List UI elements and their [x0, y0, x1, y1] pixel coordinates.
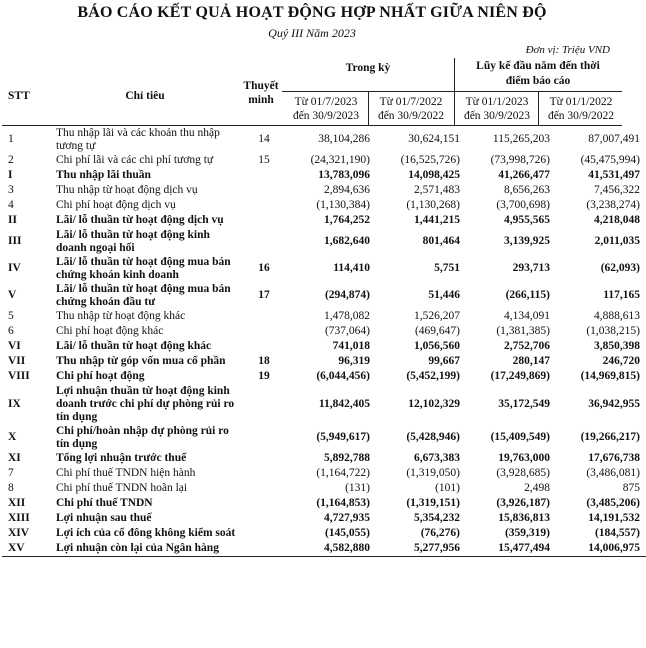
row-value-col2: 1,056,560: [414, 340, 460, 352]
row-value-col1: 38,104,286: [318, 133, 370, 145]
row-value-col2: (469,647): [414, 325, 460, 337]
row-value-col2: 801,464: [422, 235, 460, 247]
table-row: [2, 424, 646, 451]
row-value-col1: (1,164,853): [316, 497, 370, 509]
row-value-col1: (145,055): [324, 527, 370, 539]
header-note-line2: minh: [248, 94, 274, 106]
row-label: Tổng lợi nhuận trước thuế: [56, 452, 187, 464]
table-row: [2, 526, 646, 541]
income-statement-table: [2, 126, 646, 557]
row-value-col2: 5,277,956: [376, 541, 466, 556]
row-value-col3: 280,147: [512, 355, 550, 367]
row-stt: XIV: [8, 527, 30, 539]
table-row: [2, 309, 646, 324]
row-value-col3: 2,752,706: [504, 340, 550, 352]
row-value-col2: 51,446: [428, 289, 460, 301]
row-note: [242, 228, 286, 255]
row-note: [242, 198, 286, 213]
row-value-col3: 4,134,091: [504, 310, 550, 322]
row-label: Chi phí hoạt động khác: [56, 325, 164, 337]
row-value-col3: 41,266,477: [498, 169, 550, 181]
row-note: 19: [258, 370, 270, 382]
row-note: [242, 451, 286, 466]
row-note: 18: [258, 355, 270, 367]
table-row: [2, 511, 646, 526]
row-note: [242, 481, 286, 496]
row-stt: VI: [8, 340, 21, 352]
row-label: Lãi/ lỗ thuần từ hoạt động mua bán chứng khoán đầu tư: [56, 282, 231, 308]
row-label: Thu nhập từ góp vốn mua cổ phần: [56, 355, 226, 367]
row-note: [242, 309, 286, 324]
row-value-col3: 15,836,813: [498, 512, 550, 524]
row-value-col4: 7,456,322: [594, 184, 640, 196]
row-stt: VII: [8, 355, 26, 367]
header-note-line1: Thuyết: [243, 80, 279, 92]
header-stt: STT: [8, 90, 30, 102]
row-value-col2: 99,667: [428, 355, 460, 367]
row-label: Thu nhập lãi thuần: [56, 169, 151, 181]
report-subtitle: Quý III Năm 2023: [268, 26, 356, 40]
row-value-col2: 5,751: [434, 262, 460, 274]
row-value-col2: (5,428,946): [406, 431, 460, 443]
table-row: [2, 324, 646, 339]
row-value-col4: (3,485,206): [586, 497, 640, 509]
row-value-col3: 4,955,565: [504, 214, 550, 226]
row-stt: 5: [8, 310, 14, 322]
row-note: 17: [258, 289, 270, 301]
row-value-col1: 1,478,082: [324, 310, 370, 322]
header-col2-line2: đến 30/9/2022: [377, 110, 445, 122]
row-value-col1: 96,319: [338, 355, 370, 367]
row-value-col1: (737,064): [324, 325, 370, 337]
row-value-col2: (1,319,050): [406, 467, 460, 479]
table-row: [2, 213, 646, 228]
row-value-col4: (14,969,815): [580, 370, 640, 382]
row-label: Lãi/ lỗ thuần từ hoạt động khác: [56, 340, 212, 352]
row-value-col3: (266,115): [505, 289, 550, 301]
row-value-col4: (3,238,274): [586, 199, 640, 211]
table-row: [2, 369, 646, 384]
header-group-ytd-line1: Lũy kế đầu năm đến thời: [476, 60, 600, 72]
row-value-col3: (359,319): [504, 527, 550, 539]
row-note: [242, 168, 286, 183]
row-stt: 2: [8, 154, 14, 166]
table-row: [2, 198, 646, 213]
row-value-col2: 30,624,151: [408, 133, 460, 145]
header-col4-line2: đến 30/9/2022: [547, 110, 615, 122]
header-col1-line2: đến 30/9/2023: [292, 110, 360, 122]
row-label: Lãi/ lỗ thuần từ hoạt động dịch vụ: [56, 214, 224, 226]
row-stt: V: [8, 289, 17, 301]
report-title: BÁO CÁO KẾT QUẢ HOẠT ĐỘNG HỢP NHẤT GIỮA NIÊN ĐỘ: [77, 4, 547, 21]
table-row: [2, 384, 646, 424]
table-row: [2, 466, 646, 481]
row-label: Lãi/ lỗ thuần từ hoạt động kinh doanh ngoại hối: [56, 228, 210, 254]
row-label: Thu nhập từ hoạt động dịch vụ: [56, 184, 198, 196]
table-row: [2, 183, 646, 198]
unit-note: Đơn vị: Triệu VND: [525, 44, 610, 56]
row-value-col4: 2,011,035: [594, 235, 640, 247]
table-row: [2, 339, 646, 354]
row-note: [242, 213, 286, 228]
row-stt: XII: [8, 497, 26, 509]
row-stt: X: [8, 431, 17, 443]
row-stt: IX: [8, 397, 21, 410]
row-value-col1: (24,321,190): [310, 154, 370, 166]
row-value-col4: 36,942,955: [588, 397, 640, 410]
row-value-col1: 1,764,252: [324, 214, 370, 226]
row-value-col4: (62,093): [600, 262, 640, 274]
row-value-col2: (76,276): [420, 527, 460, 539]
row-note: [242, 384, 286, 424]
row-stt: 3: [8, 184, 14, 196]
row-value-col3: 35,172,549: [498, 397, 550, 410]
row-label: Lợi nhuận sau thuế: [56, 512, 152, 524]
table-row: [2, 481, 646, 496]
row-note: [242, 183, 286, 198]
header-col4-line1: Từ 01/1/2022: [549, 96, 613, 108]
row-label: Chi phí hoạt động dịch vụ: [56, 199, 176, 211]
row-note: 15: [258, 154, 270, 166]
row-note: [242, 511, 286, 526]
row-value-col4: 41,531,497: [588, 169, 640, 181]
row-value-col1: 13,783,096: [318, 169, 370, 181]
header-group-ytd-line2: điểm báo cáo: [505, 75, 571, 87]
row-value-col2: 2,571,483: [414, 184, 460, 196]
row-value-col4: 14,006,975: [556, 541, 646, 556]
row-value-col1: (294,874): [324, 289, 370, 301]
row-value-col3: (73,998,726): [490, 154, 550, 166]
row-value-col4: (45,475,994): [580, 154, 640, 166]
row-stt: 1: [8, 133, 14, 145]
row-stt: XIII: [8, 512, 30, 524]
row-value-col2: (5,452,199): [406, 370, 460, 382]
header-group-rule: [282, 91, 622, 92]
row-note: [242, 466, 286, 481]
row-label: Thu nhập lãi và các khoản thu nhập tương tự: [56, 126, 220, 152]
row-label: Chi phí hoạt động: [56, 370, 145, 382]
row-value-col1: (131): [345, 482, 370, 494]
row-value-col3: 293,713: [512, 262, 550, 274]
row-value-col4: (184,557): [594, 527, 640, 539]
row-value-col2: (1,319,151): [406, 497, 460, 509]
row-note: 16: [258, 262, 270, 274]
row-value-col4: (3,486,081): [586, 467, 640, 479]
row-stt: III: [8, 235, 22, 247]
row-value-col1: (5,949,617): [316, 431, 370, 443]
row-value-col2: (101): [435, 482, 460, 494]
row-label: Chi phí lãi và các chi phí tương tự: [56, 154, 214, 166]
row-stt: 4: [8, 199, 14, 211]
row-value-col1: (1,130,384): [316, 199, 370, 211]
row-value-col3: 15,477,494: [466, 541, 556, 556]
row-value-col1: 1,682,640: [324, 235, 370, 247]
row-value-col1: 11,842,405: [318, 397, 370, 410]
row-value-col3: (3,926,187): [496, 497, 550, 509]
row-value-col3: 19,763,000: [498, 452, 550, 464]
row-value-col3: (3,700,698): [496, 199, 550, 211]
row-stt: 6: [8, 325, 14, 337]
row-value-col4: (19,266,217): [580, 431, 640, 443]
table-row: [2, 126, 646, 153]
header-col1-line1: Từ 01/7/2023: [294, 96, 358, 108]
row-stt: I: [8, 169, 13, 181]
row-label: Chi phí thuế TNDN: [56, 497, 153, 509]
row-stt: XI: [8, 452, 21, 464]
row-value-col2: (1,130,268): [406, 199, 460, 211]
row-label: Chi phí thuế TNDN hoãn lại: [56, 482, 188, 494]
table-row: [2, 228, 646, 255]
header-col2-line1: Từ 01/7/2022: [379, 96, 443, 108]
row-value-col1: 4,727,935: [324, 512, 370, 524]
row-value-col3: 8,656,263: [504, 184, 550, 196]
row-stt: IV: [8, 262, 21, 274]
table-row: [2, 282, 646, 309]
table-row: [2, 153, 646, 168]
row-note: [242, 541, 286, 556]
row-label: Chi phí/hoàn nhập dự phòng rủi ro tín dụng: [56, 424, 229, 450]
row-value-col2: 1,441,215: [414, 214, 460, 226]
row-note: [242, 496, 286, 511]
row-label: Lợi nhuận còn lại của Ngân hàng: [54, 541, 242, 556]
row-value-col4: (1,038,215): [586, 325, 640, 337]
row-stt: 7: [8, 467, 14, 479]
row-value-col4: 4,888,613: [594, 310, 640, 322]
header-col3-line1: Từ 01/1/2023: [465, 96, 529, 108]
row-value-col1: (6,044,456): [316, 370, 370, 382]
row-value-col2: 5,354,232: [414, 512, 460, 524]
row-value-col2: (16,525,726): [400, 154, 460, 166]
table-row: [2, 255, 646, 282]
row-label: Lợi nhuận thuần từ hoạt động kinh doanh trước chi phí dự phòng rủi ro tín dụng: [56, 384, 235, 423]
row-value-col2: 14,098,425: [408, 169, 460, 181]
table-row: [2, 354, 646, 369]
row-value-col3: (1,381,385): [496, 325, 550, 337]
row-value-col4: 4,218,048: [594, 214, 640, 226]
table-row: [2, 451, 646, 466]
row-stt: 8: [8, 482, 14, 494]
row-note: 14: [258, 133, 270, 145]
row-stt: VIII: [8, 370, 30, 382]
row-value-col4: 3,850,398: [594, 340, 640, 352]
row-value-col1: 741,018: [332, 340, 370, 352]
row-value-col3: (17,249,869): [490, 370, 550, 382]
row-value-col1: 5,892,788: [324, 452, 370, 464]
row-value-col3: (15,409,549): [490, 431, 550, 443]
row-note: [242, 324, 286, 339]
row-note: [242, 526, 286, 541]
row-value-col1: 4,582,880: [286, 541, 376, 556]
row-value-col4: 17,676,738: [588, 452, 640, 464]
row-value-col1: 2,894,636: [324, 184, 370, 196]
row-stt: II: [8, 214, 17, 226]
row-value-col4: 14,191,532: [588, 512, 640, 524]
row-stt: XV: [2, 541, 54, 556]
row-note: [242, 424, 286, 451]
table-row: [2, 168, 646, 183]
row-value-col4: 117,165: [603, 289, 640, 301]
header-col3-line2: đến 30/9/2023: [463, 110, 531, 122]
row-value-col3: 3,139,925: [504, 235, 550, 247]
row-value-col3: 115,265,203: [492, 133, 550, 145]
row-value-col4: 875: [622, 482, 640, 494]
row-label: Lãi/ lỗ thuần từ hoạt động mua bán chứng khoán kinh doanh: [56, 255, 231, 281]
row-value-col1: 114,410: [333, 262, 370, 274]
row-note: [242, 339, 286, 354]
row-value-col4: 246,720: [602, 355, 640, 367]
row-value-col2: 1,526,207: [414, 310, 460, 322]
header-label: Chỉ tiêu: [125, 90, 165, 102]
header-group-period: Trong kỳ: [345, 62, 391, 74]
table-row: [2, 541, 646, 556]
table-row: [2, 496, 646, 511]
row-value-col3: 2,498: [524, 482, 550, 494]
row-label: Chi phí thuế TNDN hiện hành: [56, 467, 196, 479]
row-value-col4: 87,007,491: [588, 133, 640, 145]
row-label: Lợi ích của cổ đông không kiểm soát: [56, 527, 236, 539]
row-label: Thu nhập từ hoạt động khác: [56, 310, 186, 322]
row-value-col2: 12,102,329: [408, 397, 460, 410]
row-value-col1: (1,164,722): [316, 467, 370, 479]
row-value-col2: 6,673,383: [414, 452, 460, 464]
row-value-col3: (3,928,685): [496, 467, 550, 479]
